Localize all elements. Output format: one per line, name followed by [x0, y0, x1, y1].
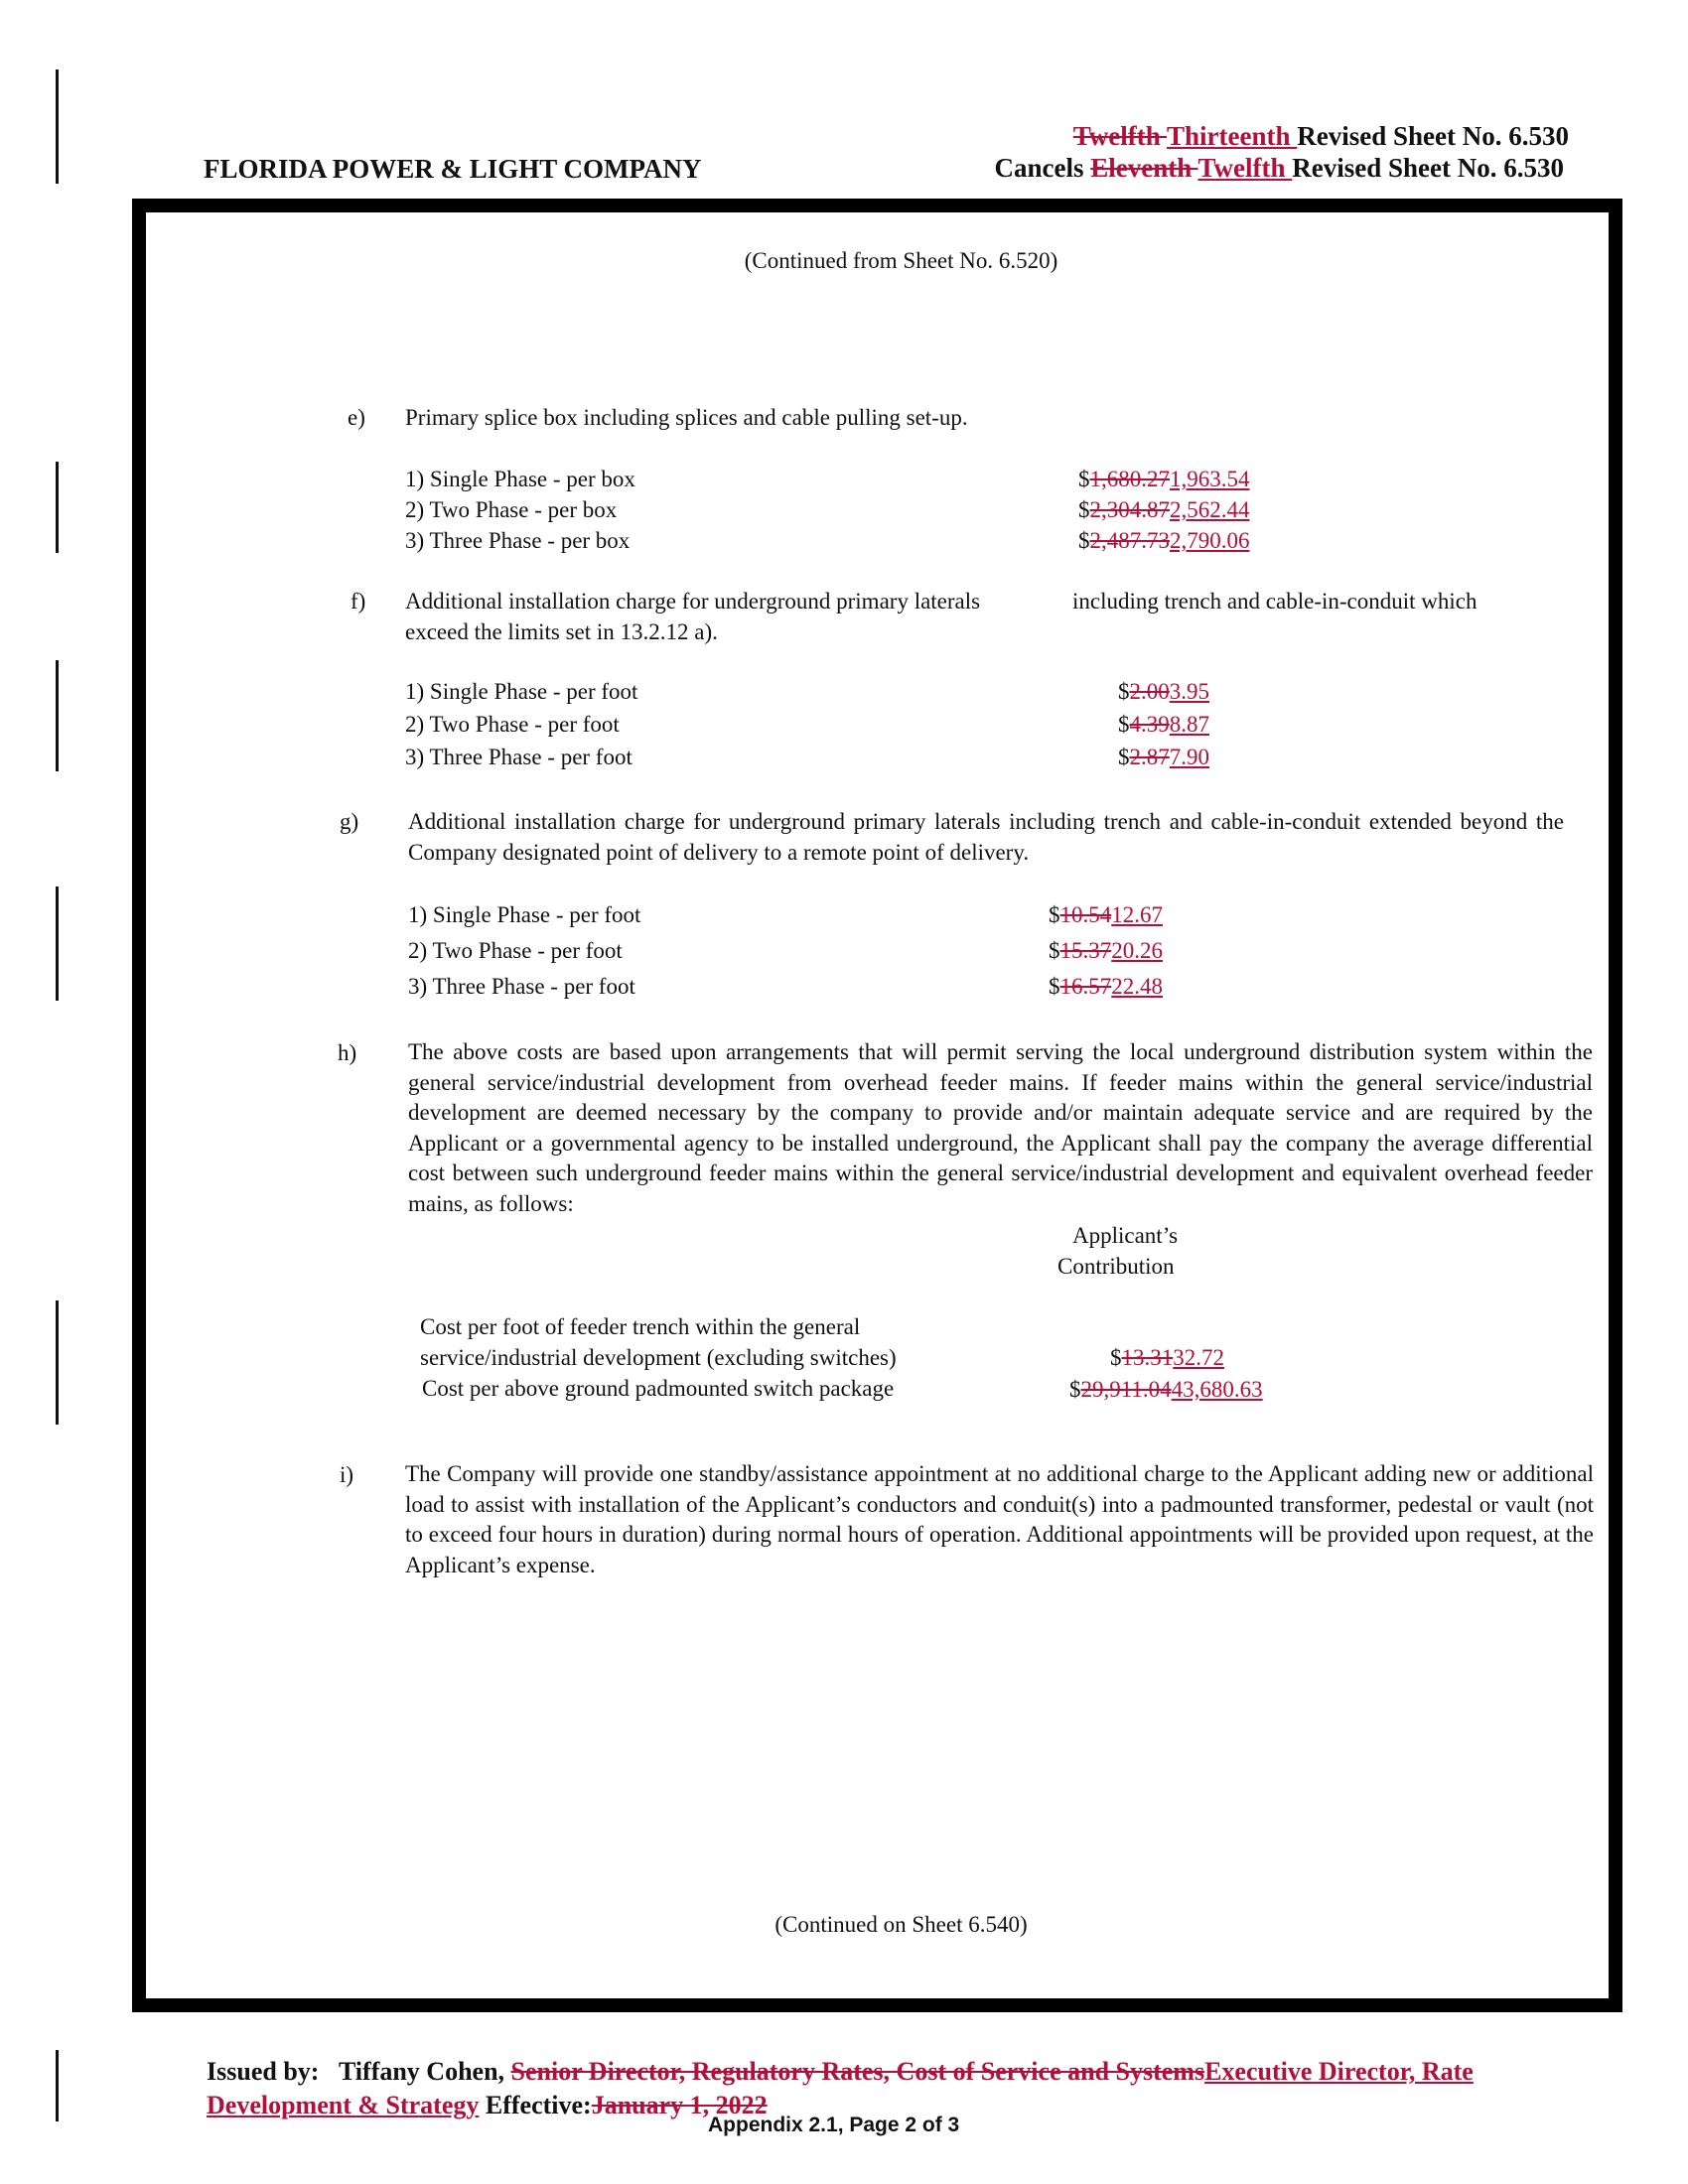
change-bar	[56, 1300, 59, 1425]
sheet-revision	[1073, 121, 1569, 152]
effective-label: Effective:	[479, 2091, 592, 2119]
issued-by-line-2	[207, 2089, 768, 2122]
rate-value: $2.877.90	[1118, 745, 1209, 769]
rate-value: $2,304.872,562.44	[1078, 497, 1250, 522]
section-f-text-a: Additional installation charge for underground primary laterals	[405, 589, 981, 614]
change-bar	[56, 462, 59, 553]
section-f-items	[405, 676, 1299, 774]
company-name: FLORIDA POWER & LIGHT COMPANY	[204, 154, 702, 184]
section-i-text: The Company will provide one standby/assistance appointment at no additional charge to the Applicant adding new or additional load to assist with installation of the Applicant’s conductors and conduit(s) into a padmounted transformer, pedestal or vault (not to exceed four hours in duration) during normal hours of operation. Additional appointments will be provided upon request, at the Applicant’s expense.	[405, 1461, 1594, 1577]
rate-label: 3) Three Phase - per foot	[408, 974, 635, 999]
rate-row	[408, 935, 1302, 971]
revision-text: Revised Sheet No. 6.530	[1297, 121, 1569, 151]
section-g-label: g)	[340, 809, 359, 834]
continued-from: (Continued from Sheet No. 6.520)	[744, 248, 1058, 273]
appendix-note: Appendix 2.1, Page 2 of 3	[708, 2114, 960, 2136]
change-bar	[56, 69, 59, 184]
section-e-text: Primary splice box including splices and cable pulling set-up.	[405, 405, 968, 430]
rate-value: $1,680.271,963.54	[1078, 467, 1250, 491]
rate-value: $16.5722.48	[1049, 974, 1163, 999]
section-e-items	[405, 464, 1299, 556]
rate-value: $2.003.95	[1118, 679, 1209, 704]
sheet-cancels	[995, 153, 1565, 184]
rate-row	[408, 899, 1302, 935]
rate-label: 3) Three Phase - per foot	[405, 745, 633, 769]
issued-label: Issued by:	[207, 2057, 320, 2086]
switch-package-label: Cost per above ground padmounted switch package	[422, 1376, 895, 1401]
issuer-title-deleted: Senior Director, Regulatory Rates, Cost of Service and Systems	[510, 2057, 1205, 2086]
issuer-title-inserted-2: Development & Strategy	[207, 2091, 480, 2119]
rate-row	[405, 709, 1299, 742]
contribution-heading-1: Applicant’s	[1072, 1223, 1179, 1248]
contribution-heading-2: Contribution	[1057, 1254, 1175, 1279]
change-bar	[56, 2050, 59, 2121]
section-g-text: Additional installation charge for underground primary laterals including trench and cable-in-conduit extended beyond the Company designated point of delivery to a remote point of delivery.	[408, 809, 1564, 865]
rate-label: 2) Two Phase - per foot	[405, 712, 620, 737]
feeder-trench-value: $13.3132.72	[1110, 1345, 1224, 1370]
feeder-trench-label-1: Cost per foot of feeder trench within the general	[420, 1314, 861, 1339]
cancels-text: Revised Sheet No. 6.530	[1292, 153, 1564, 183]
rate-label: 1) Single Phase - per box	[405, 467, 635, 491]
issued-by	[207, 2055, 1474, 2089]
rate-label: 1) Single Phase - per foot	[408, 902, 641, 927]
effective-date-deleted: January 1, 2022	[591, 2091, 768, 2119]
change-bar	[56, 660, 59, 771]
cancels-deleted: Eleventh	[1090, 153, 1198, 183]
cancels-inserted: Twelfth	[1197, 153, 1293, 183]
rate-row	[405, 676, 1299, 709]
rate-value: $4.398.87	[1118, 712, 1209, 737]
switch-package-value: $29,911.0443,680.63	[1069, 1377, 1263, 1402]
section-f-label: f)	[351, 589, 366, 614]
rate-value: $15.3720.26	[1049, 938, 1163, 963]
issuer-title-inserted: Executive Director, Rate	[1204, 2057, 1474, 2086]
rate-row	[405, 494, 1299, 525]
rate-row	[405, 525, 1299, 556]
rate-value: $2,487.732,790.06	[1078, 528, 1250, 553]
section-h-text: The above costs are based upon arrangements that will permit serving the local underground distribution system within the general service/industrial development from overhead feeder mains. If feeder mains within the general service/industrial development are deemed necessary by the company to provide and/or maintain adequate service and are required by the Applicant or a governmental agency to be installed underground, the Applicant shall pay the company the average differential cost between such underground feeder mains within the general service/industrial development and equivalent overhead feeder mains, as follows:	[408, 1039, 1593, 1216]
rate-label: 2) Two Phase - per box	[405, 497, 618, 522]
issuer-name: Tiffany Cohen,	[338, 2057, 511, 2086]
rate-row	[405, 742, 1299, 774]
rate-value: $10.5412.67	[1049, 902, 1163, 927]
feeder-trench-label-2: service/industrial development (excluding switches)	[420, 1345, 897, 1370]
section-f-text-c: exceed the limits set in 13.2.12 a).	[405, 619, 718, 644]
revision-inserted: Thirteenth	[1167, 121, 1298, 151]
section-f-text-b: including trench and cable-in-conduit which	[1072, 589, 1477, 614]
section-g-items	[408, 899, 1302, 1007]
continued-on: (Continued on Sheet 6.540)	[774, 1912, 1028, 1937]
rate-label: 1) Single Phase - per foot	[405, 679, 638, 704]
cancels-prefix: Cancels	[994, 153, 1091, 183]
rate-row	[405, 464, 1299, 494]
section-h-label: h)	[338, 1040, 357, 1065]
change-bar	[56, 887, 59, 1001]
rate-row	[408, 971, 1302, 1007]
section-i-label: i)	[340, 1462, 354, 1487]
rate-label: 2) Two Phase - per foot	[408, 938, 623, 963]
rate-label: 3) Three Phase - per box	[405, 528, 631, 553]
revision-deleted: Twelfth	[1072, 121, 1168, 151]
section-e-label: e)	[348, 405, 365, 430]
